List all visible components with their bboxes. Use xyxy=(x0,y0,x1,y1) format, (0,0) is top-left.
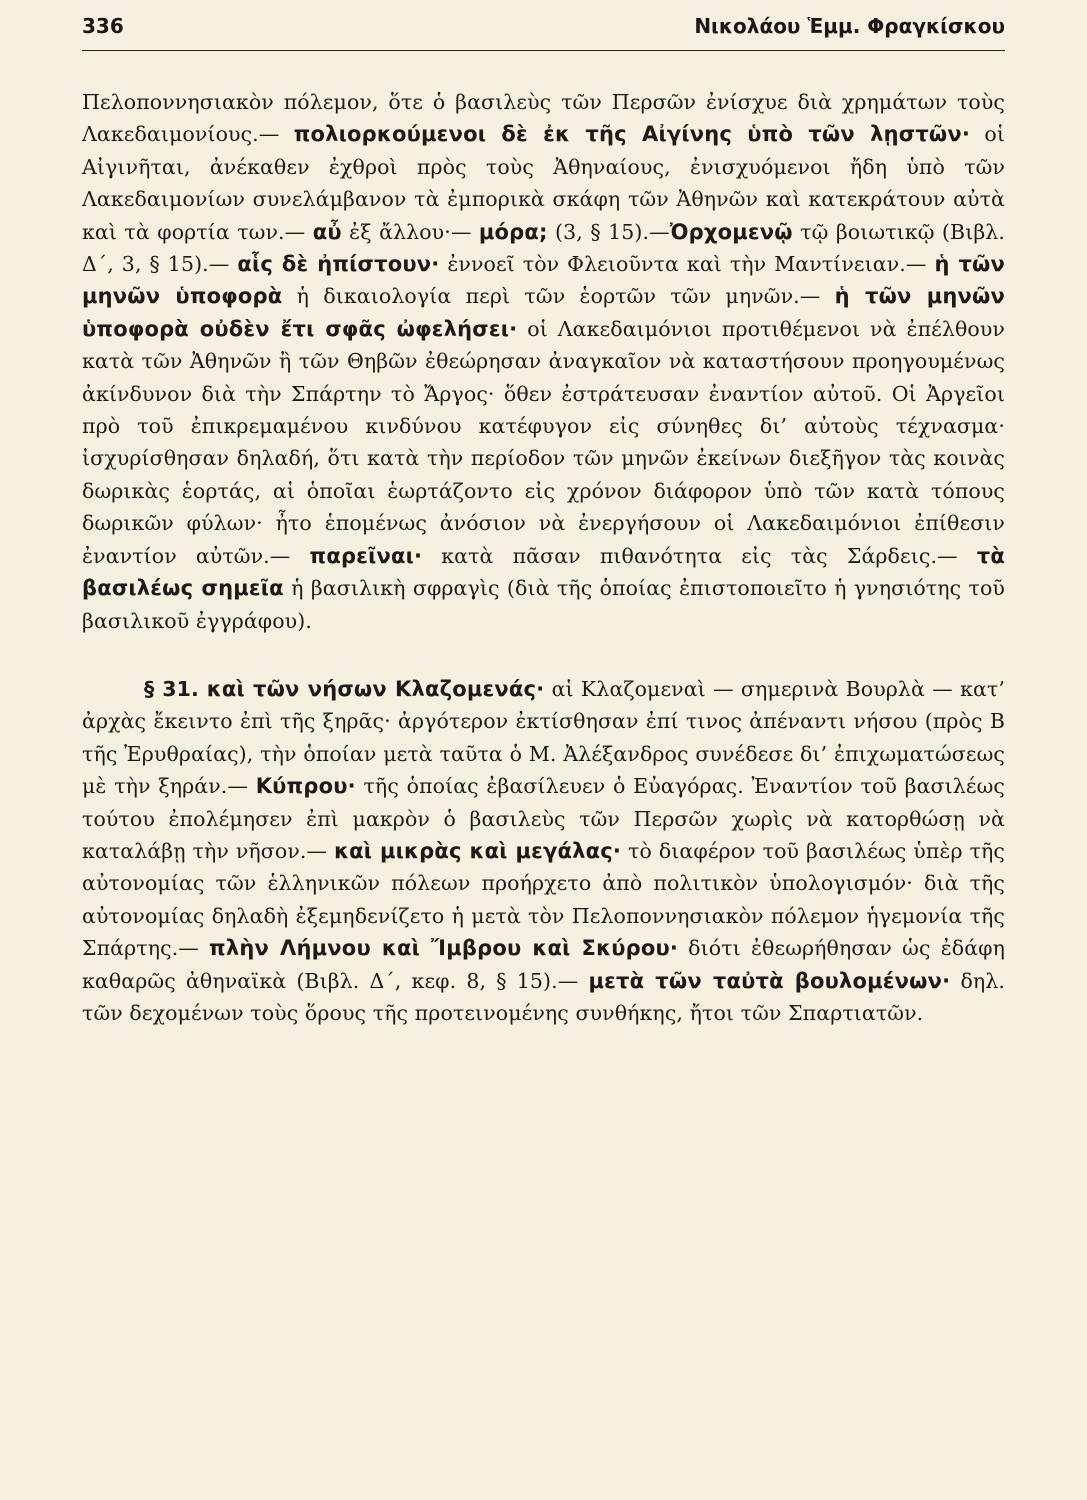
running-title: Νικολάου Ἑμμ. Φραγκίσκου xyxy=(694,14,1005,38)
text-run: τῆς ὁποίας ἐβασίλευεν ὁ Εὐαγόρας. Ἐναντίον τοῦ βασιλέως τούτου ἐπολέμησεν ἐπὶ μακρὸν ὁ βασιλεὺς τῶν Περσῶν χωρὶς νὰ κατορθώσῃ νὰ καταλάβῃ τὴν νῆσον.— xyxy=(82,774,1005,863)
lemma: αἷς δὲ ἠπίστουν· xyxy=(237,252,440,277)
text-run: ἐξ ἄλλου·— xyxy=(341,219,479,244)
text-run: κατὰ πᾶσαν πιθανότητα εἰς τὰς Σάρδεις.— xyxy=(422,543,977,568)
lemma: μετὰ τῶν ταὐτὰ βουλομένων· xyxy=(588,968,951,993)
text-run: Πελοποννησιακὸν πόλεμον, ὅτε ὁ βασιλεὺς τῶν Περσῶν ἐνίσχυε διὰ χρημάτων τοὺς Λακεδαιμονίους.— xyxy=(82,90,1005,147)
lemma: πολιορκούμενοι δὲ ἐκ τῆς Αἰγίνης ὑπὸ τῶν λῃστῶν· xyxy=(293,122,971,147)
text-run: τὸ διαφέρον τοῦ βασιλέως ὑπὲρ τῆς αὐτονομίας τῶν ἑλληνικῶν πόλεων προήρχετο ἀπὸ πολιτικὸν ὑπολογισμόν· διὰ τῆς αὐτονομίας δηλαδὴ ἐξεμηδενίζετο ἡ μετὰ τὸν Πελοποννησιακὸν πόλεμον ἡγεμονία τῆς Σπάρτης.— xyxy=(82,838,1006,961)
lemma: τὰ βασιλέως σημεῖα xyxy=(82,543,1006,601)
text-run: οἱ Λακεδαιμόνιοι προτιθέμενοι νὰ ἐπέλθουν κατὰ τῶν Ἀθηνῶν ἢ τῶν Θηβῶν ἐθεώρησαν ἀναγκαῖον νὰ καταστήσουν προηγουμένως ἀκίνδυνον διὰ τὴν Σπάρτην τὸ Ἄργος· ὅθεν ἐστράτευσαν ἐναντίον αὐτοῦ. Οἱ Ἀργεῖοι πρὸ τοῦ ἐπικρεμαμένου κινδύνου κατέφυγον εἰς σύνηθες δι’ αὐτοὺς τέχνασμα· ἰσχυρίσθησαν δηλαδή, ὅτι κατὰ τὴν περίοδον τῶν μηνῶν ἐκείνων διεξῆγον τὰς κοινὰς δωρικὰς ἑορτάς, αἱ ὁποῖαι ἑωρτάζοντο εἰς χρόνον διάφορον ὑπὸ τῶν κατὰ τόπους δωρικῶν φύλων· ἦτο ἑπομένως ἀνόσιον νὰ ἐνεργήσουν οἱ Λακεδαιμόνιοι ἐπίθεσιν ἐναντίον αὐτῶν.— xyxy=(82,316,1005,568)
lemma: μόρα; xyxy=(478,219,548,244)
lemma: καὶ μικρὰς καὶ μεγάλας· xyxy=(334,838,622,863)
lemma: Κύπρου· xyxy=(255,774,356,799)
text-run: τῷ βοιωτικῷ (Βιβλ. Δ΄, 3, § 15).— xyxy=(82,219,1005,277)
lemma: ἡ τῶν μηνῶν ὑποφορὰ οὐδὲν ἔτι σφᾶς ὠφελήσει· xyxy=(82,284,1005,341)
commentary-paragraph xyxy=(82,86,1005,637)
lemma: ἡ τῶν μηνῶν ὑποφορὰ xyxy=(82,252,1005,309)
lemma: παρεῖναι· xyxy=(309,543,423,568)
text-run: ἡ δικαιολογία περὶ τῶν ἑορτῶν τῶν μηνῶν.— xyxy=(282,284,835,309)
header-rule xyxy=(82,50,1005,51)
text-run: διότι ἐθεωρήθησαν ὡς ἐδάφη καθαρῶς ἀθηναϊκὰ (Βιβλ. Δ΄, κεφ. 8, § 15).— xyxy=(82,936,1006,993)
lemma: Ὀρχομενῷ xyxy=(669,219,793,244)
text-run: (3, § 15).— xyxy=(547,219,670,244)
text-run: αἱ Κλαζομεναὶ — σημερινὰ Βουρλὰ — κατ’ ἀρχὰς ἔκειντο ἐπὶ τῆς ξηρᾶς· ἀργότερον ἐκτίσθησαν ἐπί τινος ἀπέναντι νήσου (πρὸς Β τῆς Ἐρυθραίας), τὴν ὁποίαν μετὰ ταῦτα ὁ Μ. Ἀλέξανδρος συνέδεσε δι’ ἐπιχωματώσεως μὲ τὴν ξηράν.— xyxy=(82,676,1005,799)
running-header xyxy=(82,14,1005,52)
commentary-body xyxy=(82,86,1005,1029)
section-number: § 31. xyxy=(144,676,207,701)
text-run: οἱ Αἰγινῆται, ἀνέκαθεν ἐχθροὶ πρὸς τοὺς Ἀθηναίους, ἐνισχυόμενοι ἤδη ὑπὸ τῶν Λακεδαιμονίων συνελάμβανον τὰ ἐμπορικὰ σκάφη τῶν Ἀθηνῶν καὶ κατεκράτουν αὐτὰ καὶ τὰ φορτία των.— xyxy=(82,122,1005,244)
text-run: ἡ βασιλικὴ σφραγὶς (διὰ τῆς ὁποίας ἐπιστοποιεῖτο ἡ γνησιότης τοῦ βασιλικοῦ ἐγγράφου). xyxy=(82,576,1005,633)
lemma: αὖ xyxy=(312,219,342,244)
text-run: δηλ. τῶν δεχομένων τοὺς ὅρους τῆς προτεινομένης συνθήκης, ἤτοι τῶν Σπαρτιατῶν. xyxy=(82,968,1005,1025)
lemma: καὶ τῶν νήσων Κλαζομενάς· xyxy=(206,676,545,701)
text-run: ἐννοεῖ τὸν Φλειοῦντα καὶ τὴν Μαντίνειαν.— xyxy=(439,252,935,277)
section-31-paragraph xyxy=(82,673,1005,1029)
page-number: 336 xyxy=(82,14,124,38)
lemma: πλὴν Λήμνου καὶ Ἴμβρου καὶ Σκύρου· xyxy=(209,936,679,961)
